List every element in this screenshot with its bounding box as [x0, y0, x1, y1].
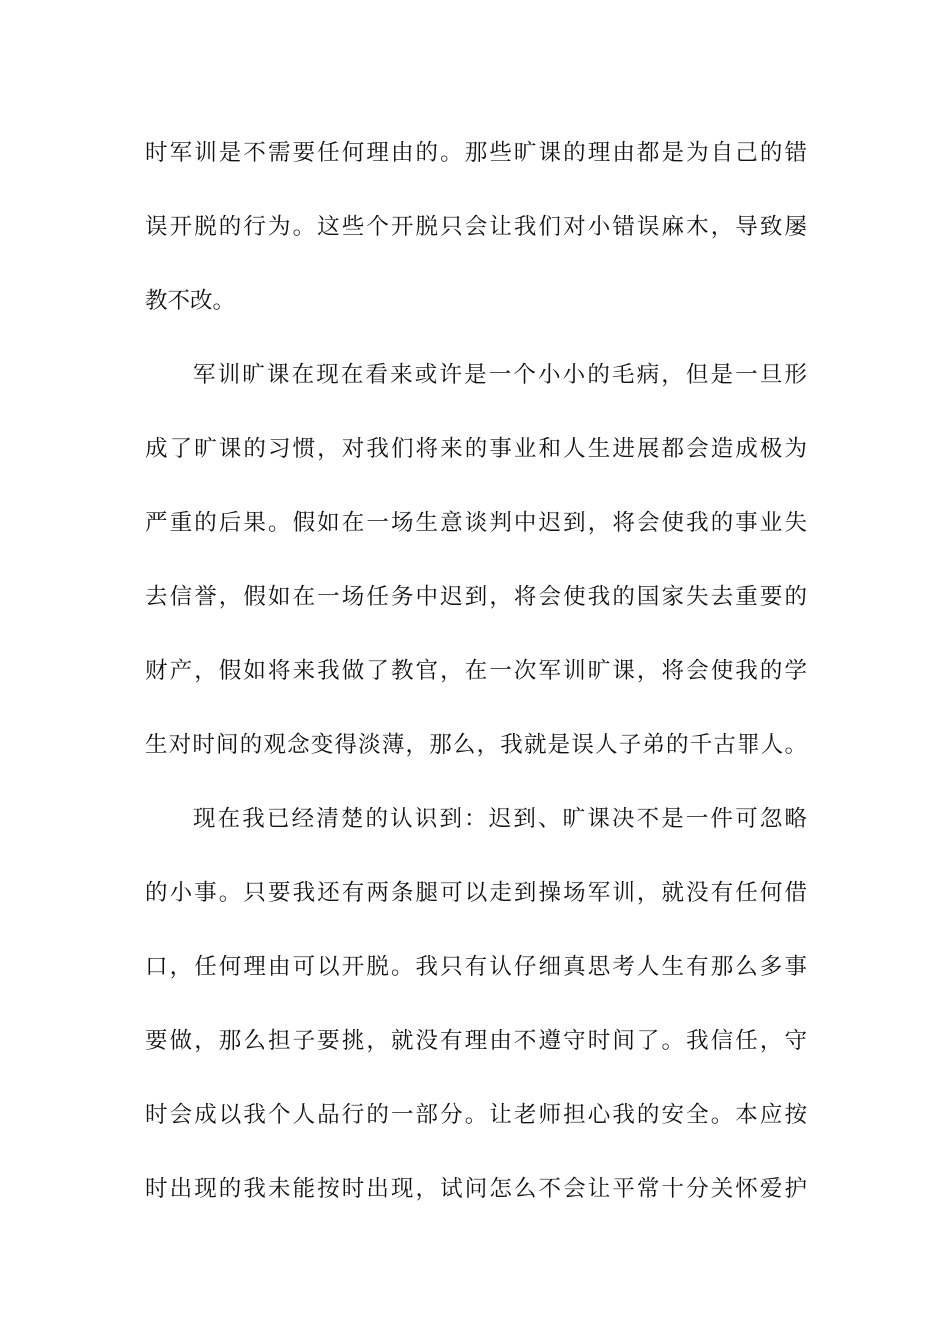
- paragraph-first-line: 军训旷课在现在看来或许是一个小小的毛病，但是一旦形: [193, 362, 807, 388]
- text-line: 严重的后果。假如在一场生意谈判中迟到，将会使我的事业失: [145, 510, 807, 536]
- text-line: 误开脱的行为。这些个开脱只会让我们对小错误麻木，导致屡: [145, 214, 807, 240]
- text-line: 时军训是不需要任何理由的。那些旷课的理由都是为自己的错: [145, 140, 807, 166]
- text-line: 生对时间的观念变得淡薄，那么，我就是误人子弟的千古罪人。: [145, 732, 807, 758]
- text-line: 教不改。: [145, 288, 236, 314]
- paragraph-first-line: 现在我已经清楚的认识到：迟到、旷课决不是一件可忽略: [193, 806, 807, 832]
- text-line: 成了旷课的习惯，对我们将来的事业和人生进展都会造成极为: [145, 436, 807, 462]
- text-line: 的小事。只要我还有两条腿可以走到操场军训，就没有任何借: [145, 880, 807, 906]
- text-line: 时会成以我个人品行的一部分。让老师担心我的安全。本应按: [145, 1102, 807, 1128]
- text-line: 财产，假如将来我做了教官，在一次军训旷课，将会使我的学: [145, 658, 807, 684]
- text-line: 时出现的我未能按时出现，试问怎么不会让平常十分关怀爱护: [145, 1176, 807, 1202]
- text-line: 去信誉，假如在一场任务中迟到，将会使我的国家失去重要的: [145, 584, 807, 610]
- text-line: 要做，那么担子要挑，就没有理由不遵守时间了。我信任，守: [145, 1028, 807, 1054]
- text-line: 口，任何理由可以开脱。我只有认仔细真思考人生有那么多事: [145, 954, 807, 980]
